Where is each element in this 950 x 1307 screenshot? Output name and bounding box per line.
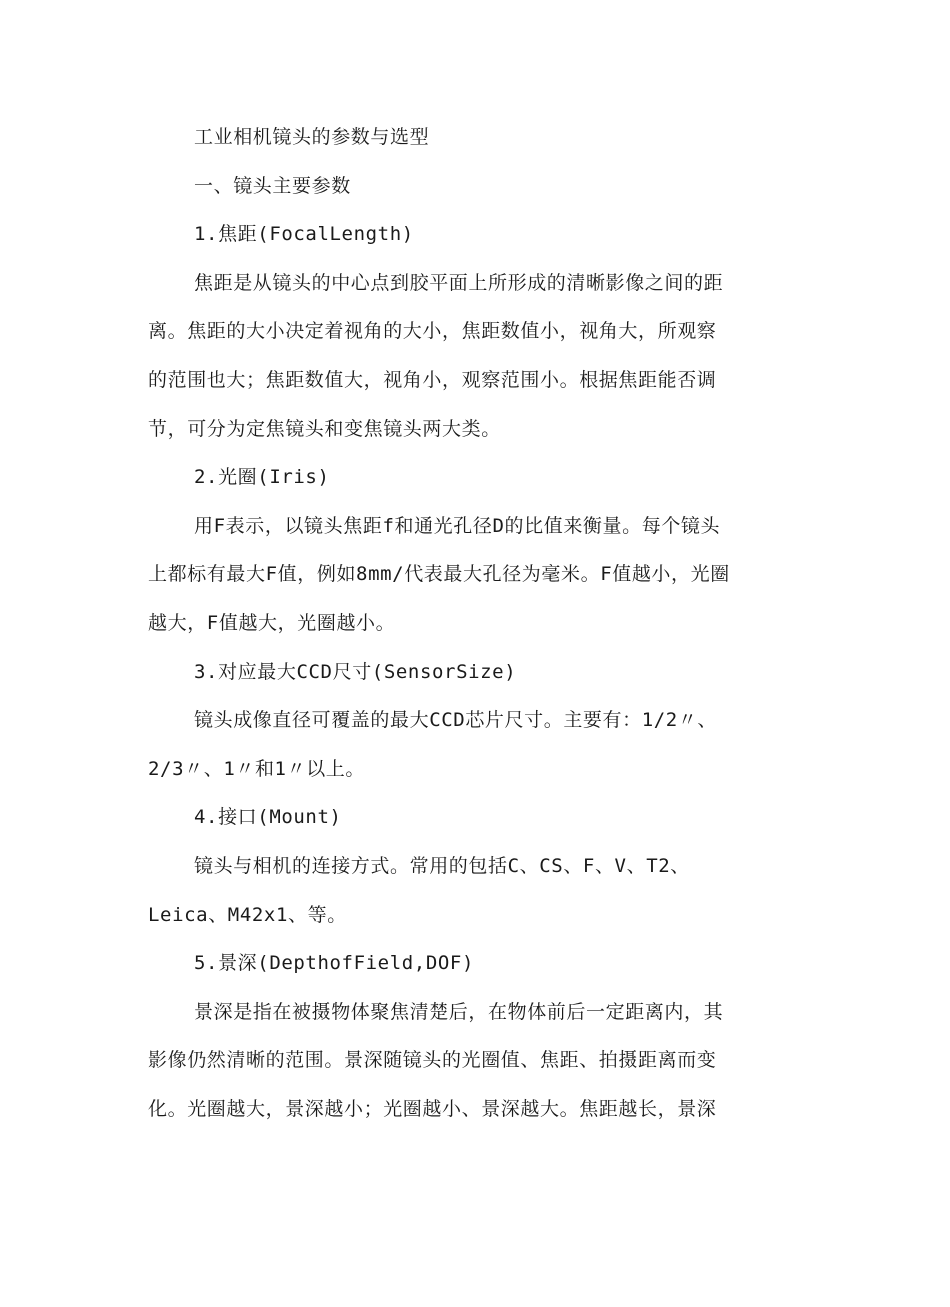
paragraph-line: 离。焦距的大小决定着视角的大小，焦距数值小，视角大，所观察 [148,320,717,343]
paragraph-line: 景深是指在被摄物体聚焦清楚后，在物体前后一定距离内，其 [194,1000,724,1023]
subheading-depth-of-field: 5.景深(DepthofField,DOF) [194,952,474,975]
paragraph-line: 影像仍然清晰的范围。景深随镜头的光圈值、焦距、拍摄距离而变 [148,1049,717,1072]
paragraph-line: 用F表示，以镜头焦距f和通光孔径D的比值来衡量。每个镜头 [194,514,721,537]
paragraph-line: 上都标有最大F值，例如8mm/代表最大孔径为毫米。F值越小，光圈 [148,563,730,586]
paragraph-line: 焦距是从镜头的中心点到胶平面上所形成的清晰影像之间的距 [194,271,724,294]
subheading-mount: 4.接口(Mount) [194,806,342,829]
subheading-sensor-size: 3.对应最大CCD尺寸(SensorSize) [194,660,517,683]
paragraph-line: 的范围也大；焦距数值大，视角小，观察范围小。根据焦距能否调 [148,368,717,391]
paragraph-line: 镜头与相机的连接方式。常用的包括C、CS、F、V、T2、 [194,854,690,877]
paragraph-line: 镜头成像直径可覆盖的最大CCD芯片尺寸。主要有：1/2〃、 [194,709,718,732]
paragraph-line: 节，可分为定焦镜头和变焦镜头两大类。 [148,417,501,440]
document-body [148,113,808,1133]
subheading-focal-length: 1.焦距(FocalLength) [194,223,414,246]
paragraph-line: 2/3〃、1〃和1〃以上。 [148,757,365,780]
paragraph-line: 越大，F值越大，光圈越小。 [148,611,396,634]
paragraph-line: 化。光圈越大，景深越小；光圈越小、景深越大。焦距越长，景深 [148,1097,717,1120]
subheading-iris: 2.光圈(Iris) [194,466,330,489]
section-heading: 一、镜头主要参数 [194,174,351,197]
paragraph-line: Leica、M42x1、等。 [148,903,347,926]
document-title: 工业相机镜头的参数与选型 [194,126,430,148]
